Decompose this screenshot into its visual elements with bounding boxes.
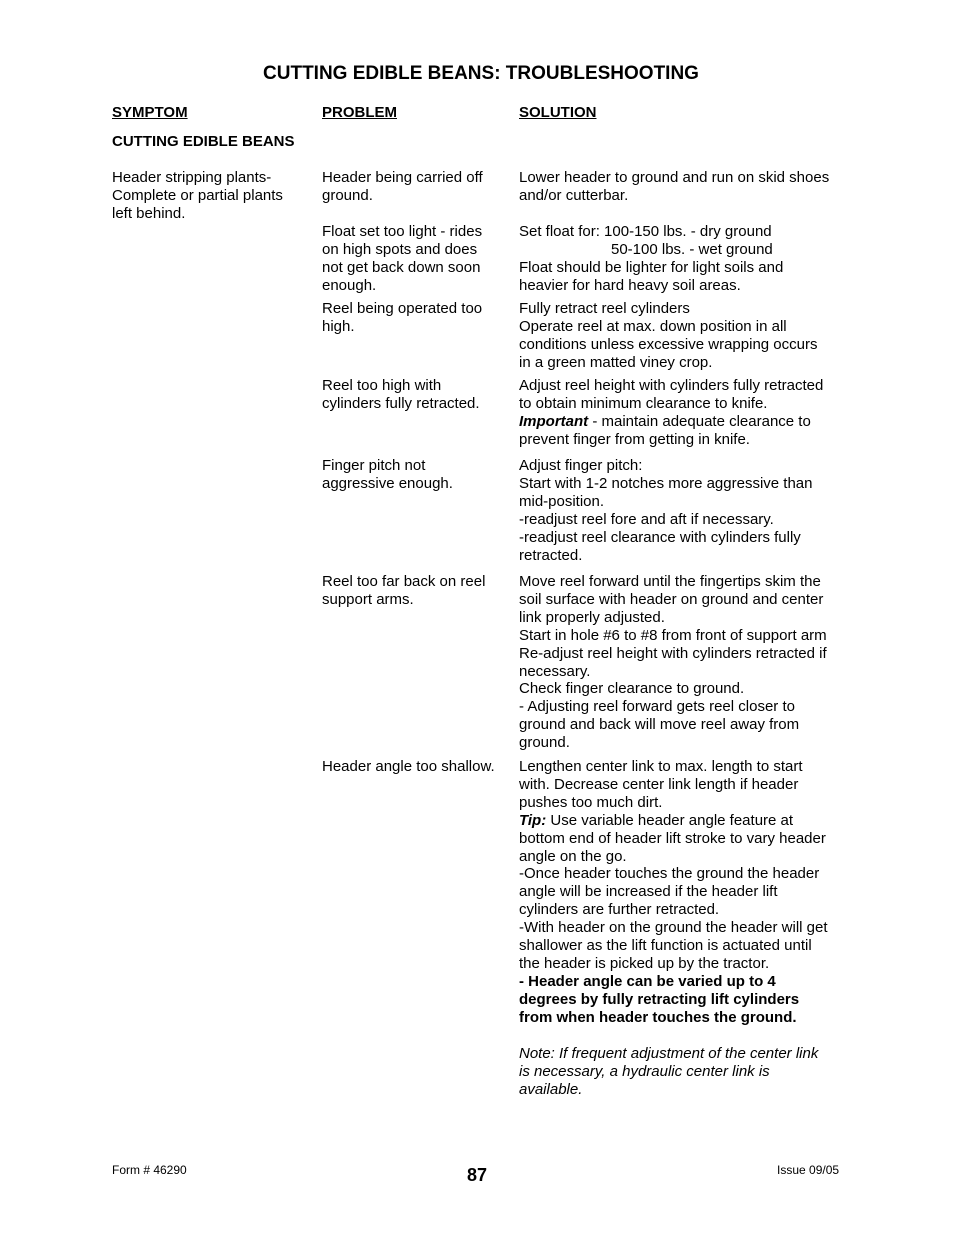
symptom-line: Header stripping plants- [112,169,272,186]
italic-note-line: Note: If frequent adjustment of the center link [519,1045,819,1062]
solution-line: to obtain minimum clearance to knife. [519,394,768,412]
problem-line: aggressive enough. [322,474,453,492]
tip-line [519,812,849,830]
solution-line: Check finger clearance to ground. [519,680,745,698]
solution-line: Lengthen center link to max. length to start [519,758,803,775]
solution-cell [519,169,849,205]
page-title: CUTTING EDIBLE BEANS: TROUBLESHOOTING [263,63,699,84]
important-line [519,413,849,431]
problem-cell [322,300,512,336]
bold-note-line: - Header angle can be varied up to 4 [519,972,776,990]
solution-line: cylinders are further retracted. [519,901,720,919]
problem-cell [322,573,512,609]
problem-line: not get back down soon [322,258,481,276]
solution-line: Fully retract reel cylinders [519,300,690,317]
solution-line: Adjust reel height with cylinders fully retracted [519,377,824,394]
solution-line: angle on the go. [519,847,627,865]
solution-line: bottom end of header lift stroke to vary header [519,829,826,847]
italic-note-line: is necessary, a hydraulic center link is [519,1062,770,1080]
bold-note-line: degrees by fully retracting lift cylinders [519,990,800,1008]
section-heading: CUTTING EDIBLE BEANS [112,133,295,150]
solution-line: -Once header touches the ground the header [519,865,820,883]
problem-line: Reel too far back on reel [322,573,486,590]
problem-cell [322,169,512,205]
solution-line: Move reel forward until the fingertips skim the [519,573,821,590]
italic-note [519,1045,849,1099]
solution-header: SOLUTION [519,104,597,121]
issue-date: Issue 09/05 [777,1163,840,1177]
solution-line: prevent finger from getting in knife. [519,430,750,448]
solution-line: heavier for hard heavy soil areas. [519,276,741,294]
solution-line: 50-100 lbs. - wet ground [611,240,773,258]
solution-cell [519,377,849,449]
solution-line: with. Decrease center link length if header [519,775,799,793]
solution-line: Start in hole #6 to #8 from front of support arm [519,626,827,644]
problem-line: cylinders fully retracted. [322,394,480,412]
problem-line: Finger pitch not [322,457,426,474]
solution-cell [519,223,849,295]
solution-line: Re-adjust reel height with cylinders retracted if [519,644,827,662]
problem-cell [322,758,512,776]
solution-line: pushes too much dirt. [519,793,663,811]
problem-line: enough. [322,276,377,294]
symptom-line: left behind. [112,204,186,222]
symptom-header: SYMPTOM [112,104,188,121]
symptom-text [112,169,312,223]
solution-cell [519,758,849,1027]
solution-line: in a green matted viney crop. [519,353,713,371]
important-label: Important [519,412,589,430]
solution-line: ground and back will move reel away from [519,716,800,734]
problem-header: PROBLEM [322,104,397,121]
tip-label: Tip: [519,811,547,829]
solution-line: -readjust reel fore and aft if necessary. [519,510,774,528]
problem-line: ground. [322,186,373,204]
solution-cell [519,573,849,752]
problem-cell [322,377,512,413]
solution-cell [519,457,849,564]
solution-line: shallower as the lift function is actuated until [519,937,812,955]
solution-line: ground. [519,734,570,752]
problem-line: Reel being operated too [322,300,483,317]
solution-line: Adjust finger pitch: [519,457,643,474]
problem-line: Reel too high with [322,377,442,394]
problem-cell [322,457,512,493]
bold-note-line: from when header touches the ground. [519,1008,797,1026]
symptom-line: Complete or partial plants [112,186,283,204]
solution-line: Float should be lighter for light soils and [519,258,784,276]
problem-line: Header being carried off [322,169,483,186]
solution-line: Operate reel at max. down position in all [519,317,787,335]
solution-cell [519,300,849,372]
solution-line: the header is picked up by the tractor. [519,954,770,972]
important-text: - maintain adequate clearance to [588,412,811,430]
page-number: 87 [466,1165,488,1185]
problem-line: Header angle too shallow. [322,758,495,775]
italic-note-line: available. [519,1080,583,1098]
solution-line: retracted. [519,546,583,564]
problem-cell [322,223,512,295]
solution-line: -readjust reel clearance with cylinders fully [519,528,801,546]
problem-line: Float set too light - rides [322,223,483,240]
solution-line: and/or cutterbar. [519,186,629,204]
solution-line: Start with 1-2 notches more aggressive than [519,474,813,492]
solution-line: soil surface with header on ground and center [519,590,824,608]
solution-line: -With header on the ground the header will get [519,919,828,937]
problem-line: high. [322,317,355,335]
form-number: Form # 46290 [112,1163,187,1177]
solution-line: Lower header to ground and run on skid shoes [519,169,830,186]
solution-line: conditions unless excessive wrapping occurs [519,335,818,353]
problem-line: support arms. [322,590,414,608]
solution-line: angle will be increased if the header lift [519,883,778,901]
solution-line: link properly adjusted. [519,608,665,626]
solution-line: necessary. [519,662,591,680]
solution-line: - Adjusting reel forward gets reel closer to [519,698,795,716]
tip-text: Use variable header angle feature at [546,811,794,829]
solution-line: mid-position. [519,492,605,510]
solution-line: Set float for: 100-150 lbs. - dry ground [519,223,772,240]
problem-line: on high spots and does [322,240,478,258]
